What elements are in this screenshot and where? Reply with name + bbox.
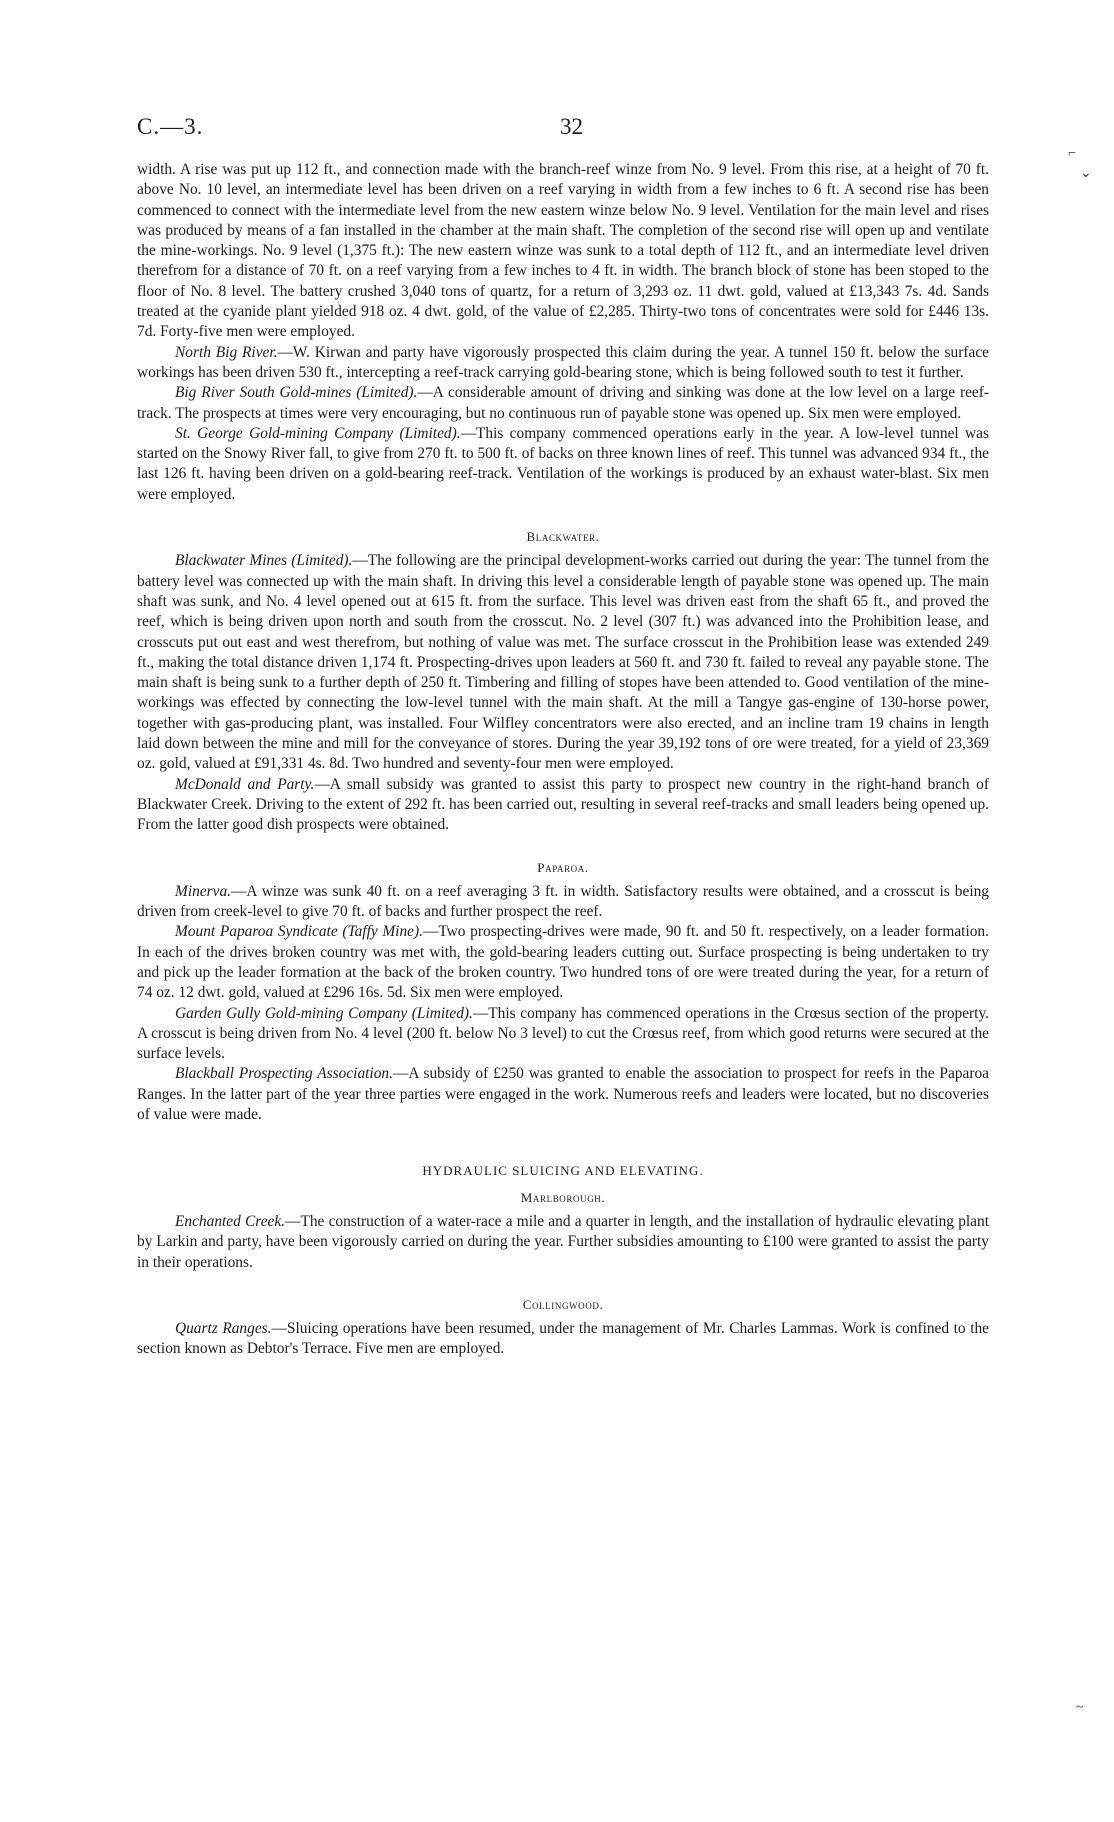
scan-mark: ~ [1076,1700,1084,1715]
paragraph-text: —A winze was sunk 40 ft. on a reef averaging 3 ft. in width. Satisfactory results were obtained, and a crosscut is being driven from creek-level to give 70 ft. of backs and further prospect the reef. [137,882,989,921]
paragraph-mount-paparoa [137,922,989,1003]
paragraph-title: Quartz Ranges. [175,1320,272,1338]
section-heading-hydraulic: HYDRAULIC SLUICING AND ELEVATING. [422,1163,704,1179]
page-body [137,160,989,1360]
paragraph-title: Blackwater Mines (Limited). [175,552,353,570]
paragraph-title: North Big River. [175,343,278,361]
report-reference: C.—3. [137,114,204,139]
paragraph-text: —This company has commenced operations in the Crœsus section of the property. A crosscut is being driven from No. 4 level (200 ft. below No 3 level) to cut the Crœsus reef, from which good returns were secured at the surface levels. [137,1004,989,1063]
paragraph-text: —This company commenced operations early in the year. A low-level tunnel was started on the Snowy River fall, to give from 270 ft. to 500 ft. of backs on three known lines of reef. This tunnel was advanced 934 ft., the last 126 ft. having been driven on a gold-bearing reef-track. Ventilation of the workings is produced by an exhaust water-blast. Six men were employed. [137,424,989,503]
paragraph-st-george [137,424,989,505]
paragraph-text: —The construction of a water-race a mile and a quarter in length, and the installation of hydraulic elevating plant by Larkin and party, have been vigorously carried on during the year. Further subsidies amounting to £100 were granted to assist the party in their operations. [137,1212,989,1271]
paragraph-title: Enchanted Creek. [175,1212,286,1230]
scan-mark: ⌄ [1080,166,1092,181]
subsection-heading-collingwood: Collingwood. [522,1296,604,1312]
paragraph-quartz-ranges [137,1319,989,1360]
section-heading-paparoa: Paparoa. [537,859,589,875]
paragraph-big-river-south [137,383,989,424]
paragraph-blackwater-mines [137,551,989,774]
paragraph-title: Big River South Gold-mines (Limited). [175,384,418,402]
paragraph-garden-gully [137,1004,989,1065]
paragraph-text: —Two prospecting-drives were made, 90 ft. and 50 ft. respectively, on a leader formation. In each of the drives broken country was met with, the gold-bearing leaders cutting out. Surface prospecting is being undertaken to try and pick up the leader formation at the back of the broken country. Two hundred tons of ore were treated during the year, for a return of 74 oz. 12 dwt. gold, valued at £296 16s. 5d. Six men were employed. [137,923,989,1002]
paragraph-text: —A small subsidy was granted to assist this party to prospect new country in the right-hand branch of Blackwater Creek. Driving to the extent of 292 ft. has been carried out, resulting in several reef-tracks and small leaders being opened up. From the latter good dish prospects were obtained. [137,775,989,834]
paragraph-blackball [137,1064,989,1125]
paragraph-text: —A considerable amount of driving and sinking was done at the low level on a large reef-track. The prospects at times were very encouraging, but no continuous run of payable stone was opened up. Six men were employed. [137,384,989,422]
paragraph-title: Garden Gully Gold-mining Company (Limited). [175,1004,473,1022]
continued-paragraph [137,160,989,343]
paragraph-text: —A subsidy of £250 was granted to enable the association to prospect for reefs in the Paparoa Ranges. In the latter part of the year three parties were engaged in the work. Numerous reefs and leaders were located, but no discoveries of value were made. [137,1065,989,1124]
paragraph-title: McDonald and Party. [175,775,315,793]
page-number: 32 [560,114,583,139]
paragraph-enchanted-creek [137,1212,989,1273]
scan-mark: ⌐ [1068,146,1076,161]
paragraph-title: Blackball Prospecting Association. [175,1065,393,1083]
section-heading-blackwater: Blackwater. [526,529,600,545]
paragraph-minerva [137,882,989,923]
paragraph-title: Mount Paparoa Syndicate (Taffy Mine). [175,923,423,941]
subsection-heading-marlborough: Marlborough. [520,1189,606,1205]
paragraph-text: —W. Kirwan and party have vigorously prospected this claim during the year. A tunnel 150 ft. below the surface workings has been driven 530 ft., intercepting a reef-track carrying gold-bearing stone, which is being followed south to test it further. [137,343,989,381]
paragraph-mcdonald-party [137,775,989,836]
paragraph-title: St. George Gold-mining Company (Limited). [175,424,461,442]
paragraph-text: width. A rise was put up 112 ft., and connection made with the branch-reef winze from No. 9 level. From this rise, at a height of 70 ft. above No. 10 level, an intermediate level has been driven on a reef varying in width from a few inches to 6 ft. A second rise has been commenced to connect with the intermediate level from the new eastern winze below No. 9 level. Ventilation for the main level and rises was produced by means of a fan installed in the chamber at the main shaft. The completion of the second rise will open up and ventilate the mine-workings. No. 9 level (1,375 ft.): The new eastern winze was sunk to a total depth of 112 ft., and an intermediate level driven therefrom for a distance of 70 ft. on a reef varying from a few inches to 4 ft. in width. The branch block of stone has been stoped to the floor of No. 8 level. The battery crushed 3,040 tons of quartz, for a return of 3,293 oz. 11 dwt. gold, valued at £13,343 7s. 4d. Sands treated at the cyanide plant yielded 918 oz. 4 dwt. gold, of the value of £2,285. Thirty-two tons of concentrates were sold for £446 13s. 7d. Forty-five men were employed. [137,161,989,341]
paragraph-north-big-river [137,343,989,384]
paragraph-title: Minerva. [175,882,231,900]
paragraph-text: —The following are the principal development-works carried out during the year: The tunnel from the battery level was connected up with the main shaft. In driving this level a considerable length of payable stone was opened up. The main shaft was sunk, and No. 4 level opened out at 615 ft. from the surface. This level was driven east from the shaft 65 ft., and proved the reef, which is being driven upon north and south from the crosscut. No. 2 level (307 ft.) was advanced into the Prohibition lease, and crosscuts put out east and west therefrom, but nothing of value was met. The surface crosscut in the Prohibition lease was extended 249 ft., making the total distance driven 1,174 ft. Prospecting-drives upon leaders at 560 ft. and 730 ft. failed to reveal any payable stone. The main shaft is being sunk to a further depth of 250 ft. Timbering and filling of stopes have been attended to. Good ventilation of the mine-workings was effected by connecting the low-level tunnel with the main shaft. At the mill a Tangye gas-engine of 130-horse power, together with gas-producing plant, was installed. Four Wilfley concentrators were also erected, and an incline tram 19 chains in length laid down between the mine and mill for the conveyance of stores. During the year 39,192 tons of ore were treated, for a yield of 23,369 oz. gold, valued at £91,331 4s. 8d. Two hundred and seventy-four men were employed. [137,552,990,773]
paragraph-text: —Sluicing operations have been resumed, under the management of Mr. Charles Lammas. Work is confined to the section known as Debtor's Terrace. Five men are employed. [137,1320,989,1358]
